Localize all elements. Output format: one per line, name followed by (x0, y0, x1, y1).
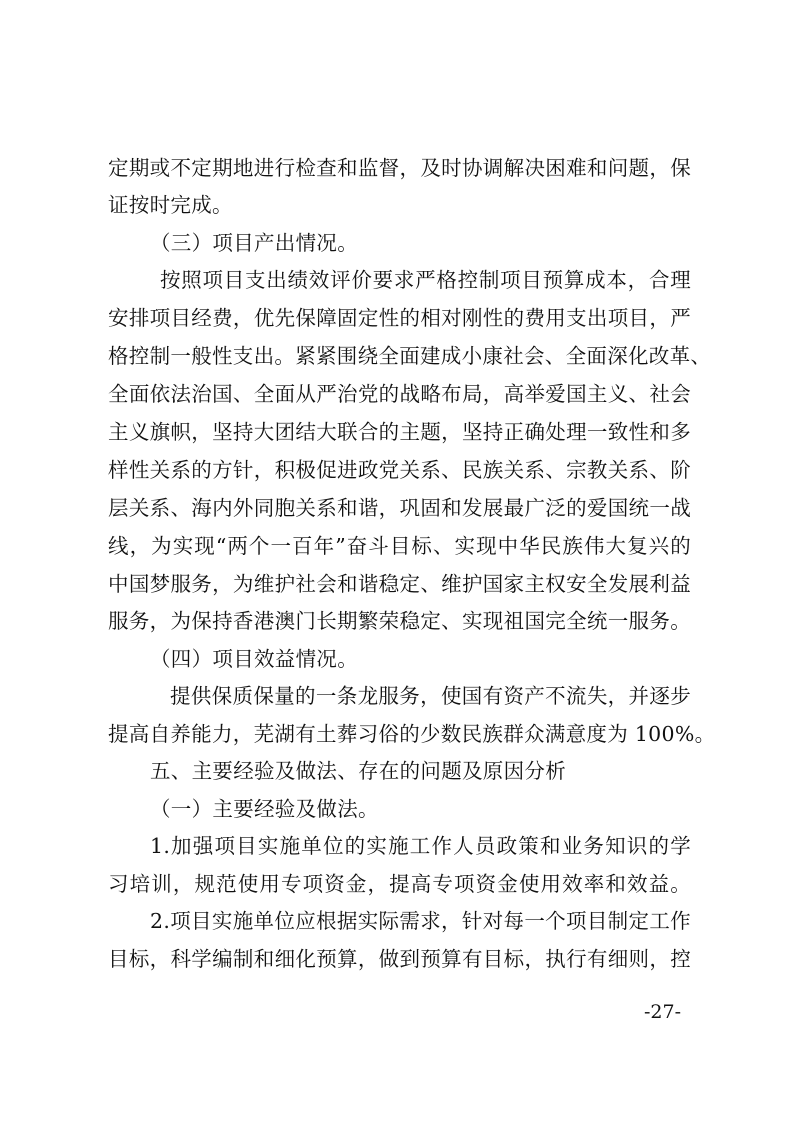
body-text-line: 提高自养能力，芜湖有土葬习俗的少数民族群众满意度为 100%。 (108, 722, 716, 746)
body-text-line: 服务，为保持香港澳门长期繁荣稳定、实现祖国完全统一服务。 (108, 609, 691, 633)
body-text-line: 按照项目支出绩效评价要求严格控制项目预算成本，合理 (160, 268, 691, 292)
body-text-line: 1.加强项目实施单位的实施工作人员政策和业务知识的学 (150, 834, 691, 858)
body-text-line: 证按时完成。 (108, 193, 233, 217)
body-text-line: 层关系、海内外同胞关系和谐，巩固和发展最广泛的爱国统一战 (108, 496, 691, 520)
body-text-line: 目标，科学编制和细化预算，做到预算有目标，执行有细则，控 (108, 947, 691, 971)
body-text-line: 定期或不定期地进行检查和监督，及时协调解决困难和问题，保 (108, 156, 691, 180)
body-text-line: 全面依法治国、全面从严治党的战略布局，高举爱国主义、社会 (108, 382, 691, 406)
section-heading: （三）项目产出情况。 (150, 231, 358, 255)
section-heading: 五、主要经验及做法、存在的问题及原因分析 (150, 759, 566, 783)
body-text-line: 线，为实现“两个一百年”奋斗目标、实现中华民族伟大复兴的 (108, 534, 691, 558)
page-number: -27- (644, 1001, 682, 1023)
body-text-line: 格控制一般性支出。紧紧围绕全面建成小康社会、全面深化改革、 (108, 344, 712, 368)
body-text-line: 主义旗帜，坚持大团结大联合的主题，坚持正确处理一致性和多 (108, 420, 691, 444)
subsection-heading: （一）主要经验及做法。 (150, 797, 379, 821)
body-text-line: 安排项目经费，优先保障固定性的相对刚性的费用支出项目，严 (108, 306, 691, 330)
body-text-line: 样性关系的方针，积极促进政党关系、民族关系、宗教关系、阶 (108, 458, 691, 482)
body-text-line: 2.项目实施单位应根据实际需求，针对每一个项目制定工作 (150, 909, 691, 933)
body-text-line: 中国梦服务，为维护社会和谐稳定、维护国家主权安全发展利益 (108, 572, 691, 596)
section-heading: （四）项目效益情况。 (150, 647, 358, 671)
body-text-line: 提供保质保量的一条龙服务，使国有资产不流失，并逐步 (170, 684, 691, 708)
body-text-line: 习培训，规范使用专项资金，提高专项资金使用效率和效益。 (108, 872, 691, 896)
